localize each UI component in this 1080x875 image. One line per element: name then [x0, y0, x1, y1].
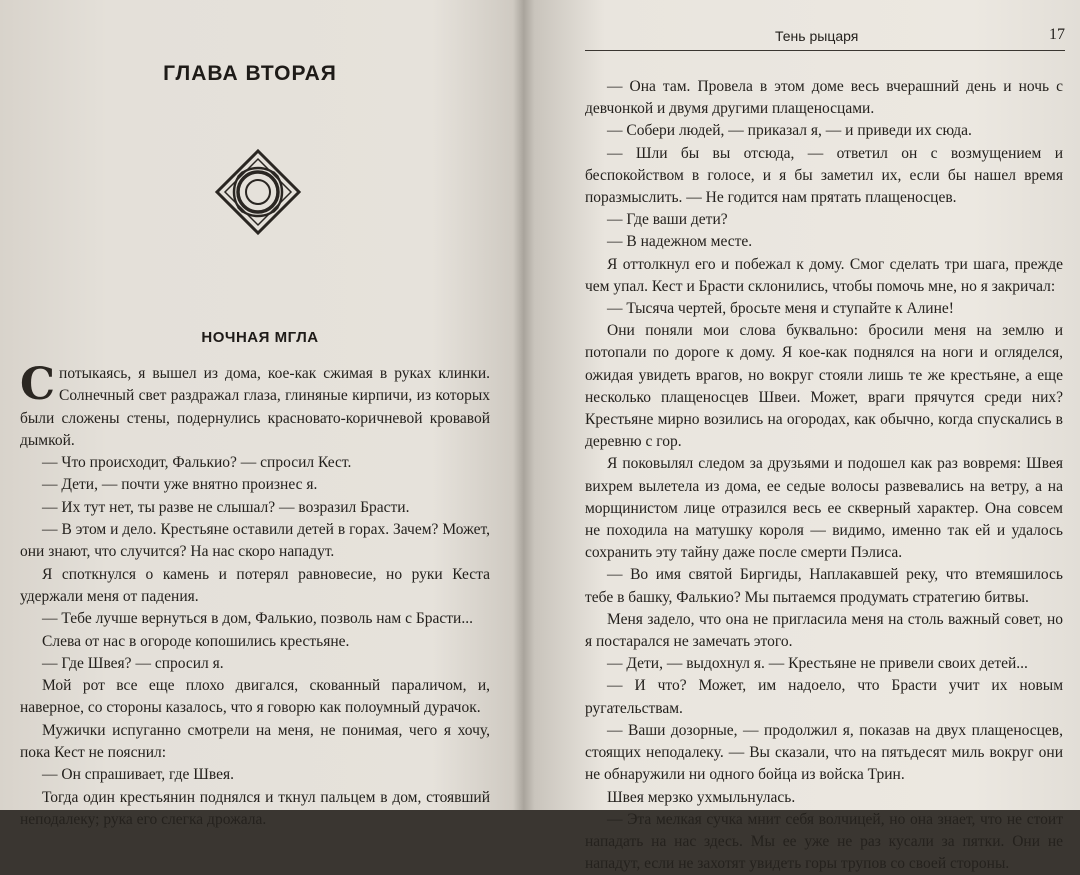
running-head — [585, 28, 1065, 51]
left-page-text — [20, 359, 490, 831]
paragraph: — Что происходит, Фалькио? — спросил Кест. — [42, 454, 352, 472]
paragraph: — Где Швея? — спросил я. — [42, 654, 224, 672]
paragraph: — В надежном месте. — [607, 233, 753, 251]
paragraph: — Тысяча чертей, бросьте меня и ступайте к Алине! — [607, 300, 954, 318]
paragraph: — Дети, — выдохнул я. — Крестьяне не привели своих детей... — [607, 655, 1028, 673]
paragraph: — Эта мелкая сучка мнит себя волчицей, но она знает, что не стоит нападать на нас здесь. Мы ее уже не раз кусали за пятки. Они не нападут, если не захотят увидеть горы трупов со своей стороны. — [585, 810, 1063, 873]
paragraph: Мой рот все еще плохо двигался, скованный параличом, и, наверное, со стороны казалось, что я говорю как полоумный дурачок. — [20, 677, 490, 717]
page-number: 17 — [1049, 26, 1065, 43]
paragraph: — В этом и дело. Крестьяне оставили детей в горах. Зачем? Может, они знают, что случится? На нас скоро нападут. — [20, 521, 490, 561]
paragraph: Я поковылял следом за друзьями и подошел как раз вовремя: Швея вихрем вылетела из дома, ее седые волосы развевались на ветру, а на морщинистом лице отразился весь ее скверный характер. Она совсем не походила на матушку короля — видимо, именно так ей и удалось сохранить эту тайну даже после смерти Пэлиса. — [585, 455, 1063, 562]
chapter-title: ГЛАВА ВТОРАЯ — [163, 62, 337, 85]
paragraph: Тогда один крестьянин поднялся и ткнул пальцем в дом, стоявший неподалеку; рука его слегка дрожала. — [20, 788, 490, 828]
paragraph: — Собери людей, — приказал я, — и приведи их сюда. — [607, 122, 972, 140]
paragraph: Мужички испуганно смотрели на меня, не понимая, чего я хочу, пока Кест не пояснил: — [20, 721, 490, 762]
paragraph: Слева от нас в огороде копошились крестьяне. — [42, 632, 350, 650]
paragraph: — Во имя святой Биргиды, Наплакавшей реку, что втемяшилось тебе в башку, Фалькио? Мы пытаемся продумать стратегию битвы. — [585, 566, 1063, 606]
paragraph: — Ваши дозорные, — продолжил я, показав на двух плащеносцев, стоящих неподалеку. — Вы сказали, что на пятьдесят миль вокруг они не обнаружили ни одного бойца из войска Трин. — [585, 721, 1063, 784]
paragraph: Я споткнулся о камень и потерял равновесие, но руки Кеста удержали меня от падения. — [20, 565, 490, 605]
running-title: Тень рыцаря — [775, 28, 859, 44]
paragraph: — Шли бы вы отсюда, — ответил он с возмущением и беспокойством в голосе, и я бы заметил их, если бы нашел время поразмыслить. — Не годится нам прятать плащеносцев. — [585, 144, 1063, 207]
paragraph: Я оттолкнул его и побежал к дому. Смог сделать три шага, прежде чем упал. Кест и Брасти склонились, чтобы помочь мне, но я закричал: — [585, 255, 1063, 295]
paragraph: Швея мерзко ухмыльнулась. — [607, 788, 796, 806]
celtic-knot-icon — [213, 147, 303, 237]
left-page — [0, 0, 520, 828]
paragraph: — И что? Может, им надоело, что Брасти учит их новым ругательствам. — [585, 677, 1063, 717]
right-page — [525, 0, 1080, 873]
paragraph: Спотыкаясь, я вышел из дома, кое-как сжимая в руках клинки. Солнечный свет раздражал глаза, глиняные кирпичи, из которых были сложены стены, подернулись красновато-коричневой кровавой дымкой. — [20, 359, 490, 449]
paragraph: — Дети, — почти уже внятно произнес я. — [42, 476, 318, 494]
paragraph: — Она там. Провела в этом доме весь вчерашний день и ночь с девчонкой и двумя другими плащеносцами. — [585, 78, 1063, 118]
paragraph: — Где ваши дети? — [607, 211, 728, 229]
paragraph: — Их тут нет, ты разве не слышал? — возразил Брасти. — [42, 498, 410, 516]
drop-cap: С — [20, 359, 56, 410]
paragraph: Они поняли мои слова буквально: бросили меня на землю и потопали по дороге к дому. Я кое-как поднялся на ноги и огляделся, ожидая увидеть врагов, но вокруг стояли лишь те же крестьяне, а еще несколько плащеносцев Швеи. Может, враги прячутся среди них? Крестьяне мирно возились на огородах, как обычно, когда спускались в деревню с гор. — [585, 322, 1063, 451]
section-title: НОЧНАЯ МГЛА — [201, 329, 319, 346]
right-page-text — [585, 76, 1063, 875]
paragraph: — Тебе лучше вернуться в дом, Фалькио, позволь нам с Брасти... — [42, 610, 473, 628]
paragraph: — Он спрашивает, где Швея. — [42, 766, 234, 784]
paragraph: Меня задело, что она не пригласила меня на столь важный совет, но я постарался не замечать этого. — [585, 610, 1063, 651]
